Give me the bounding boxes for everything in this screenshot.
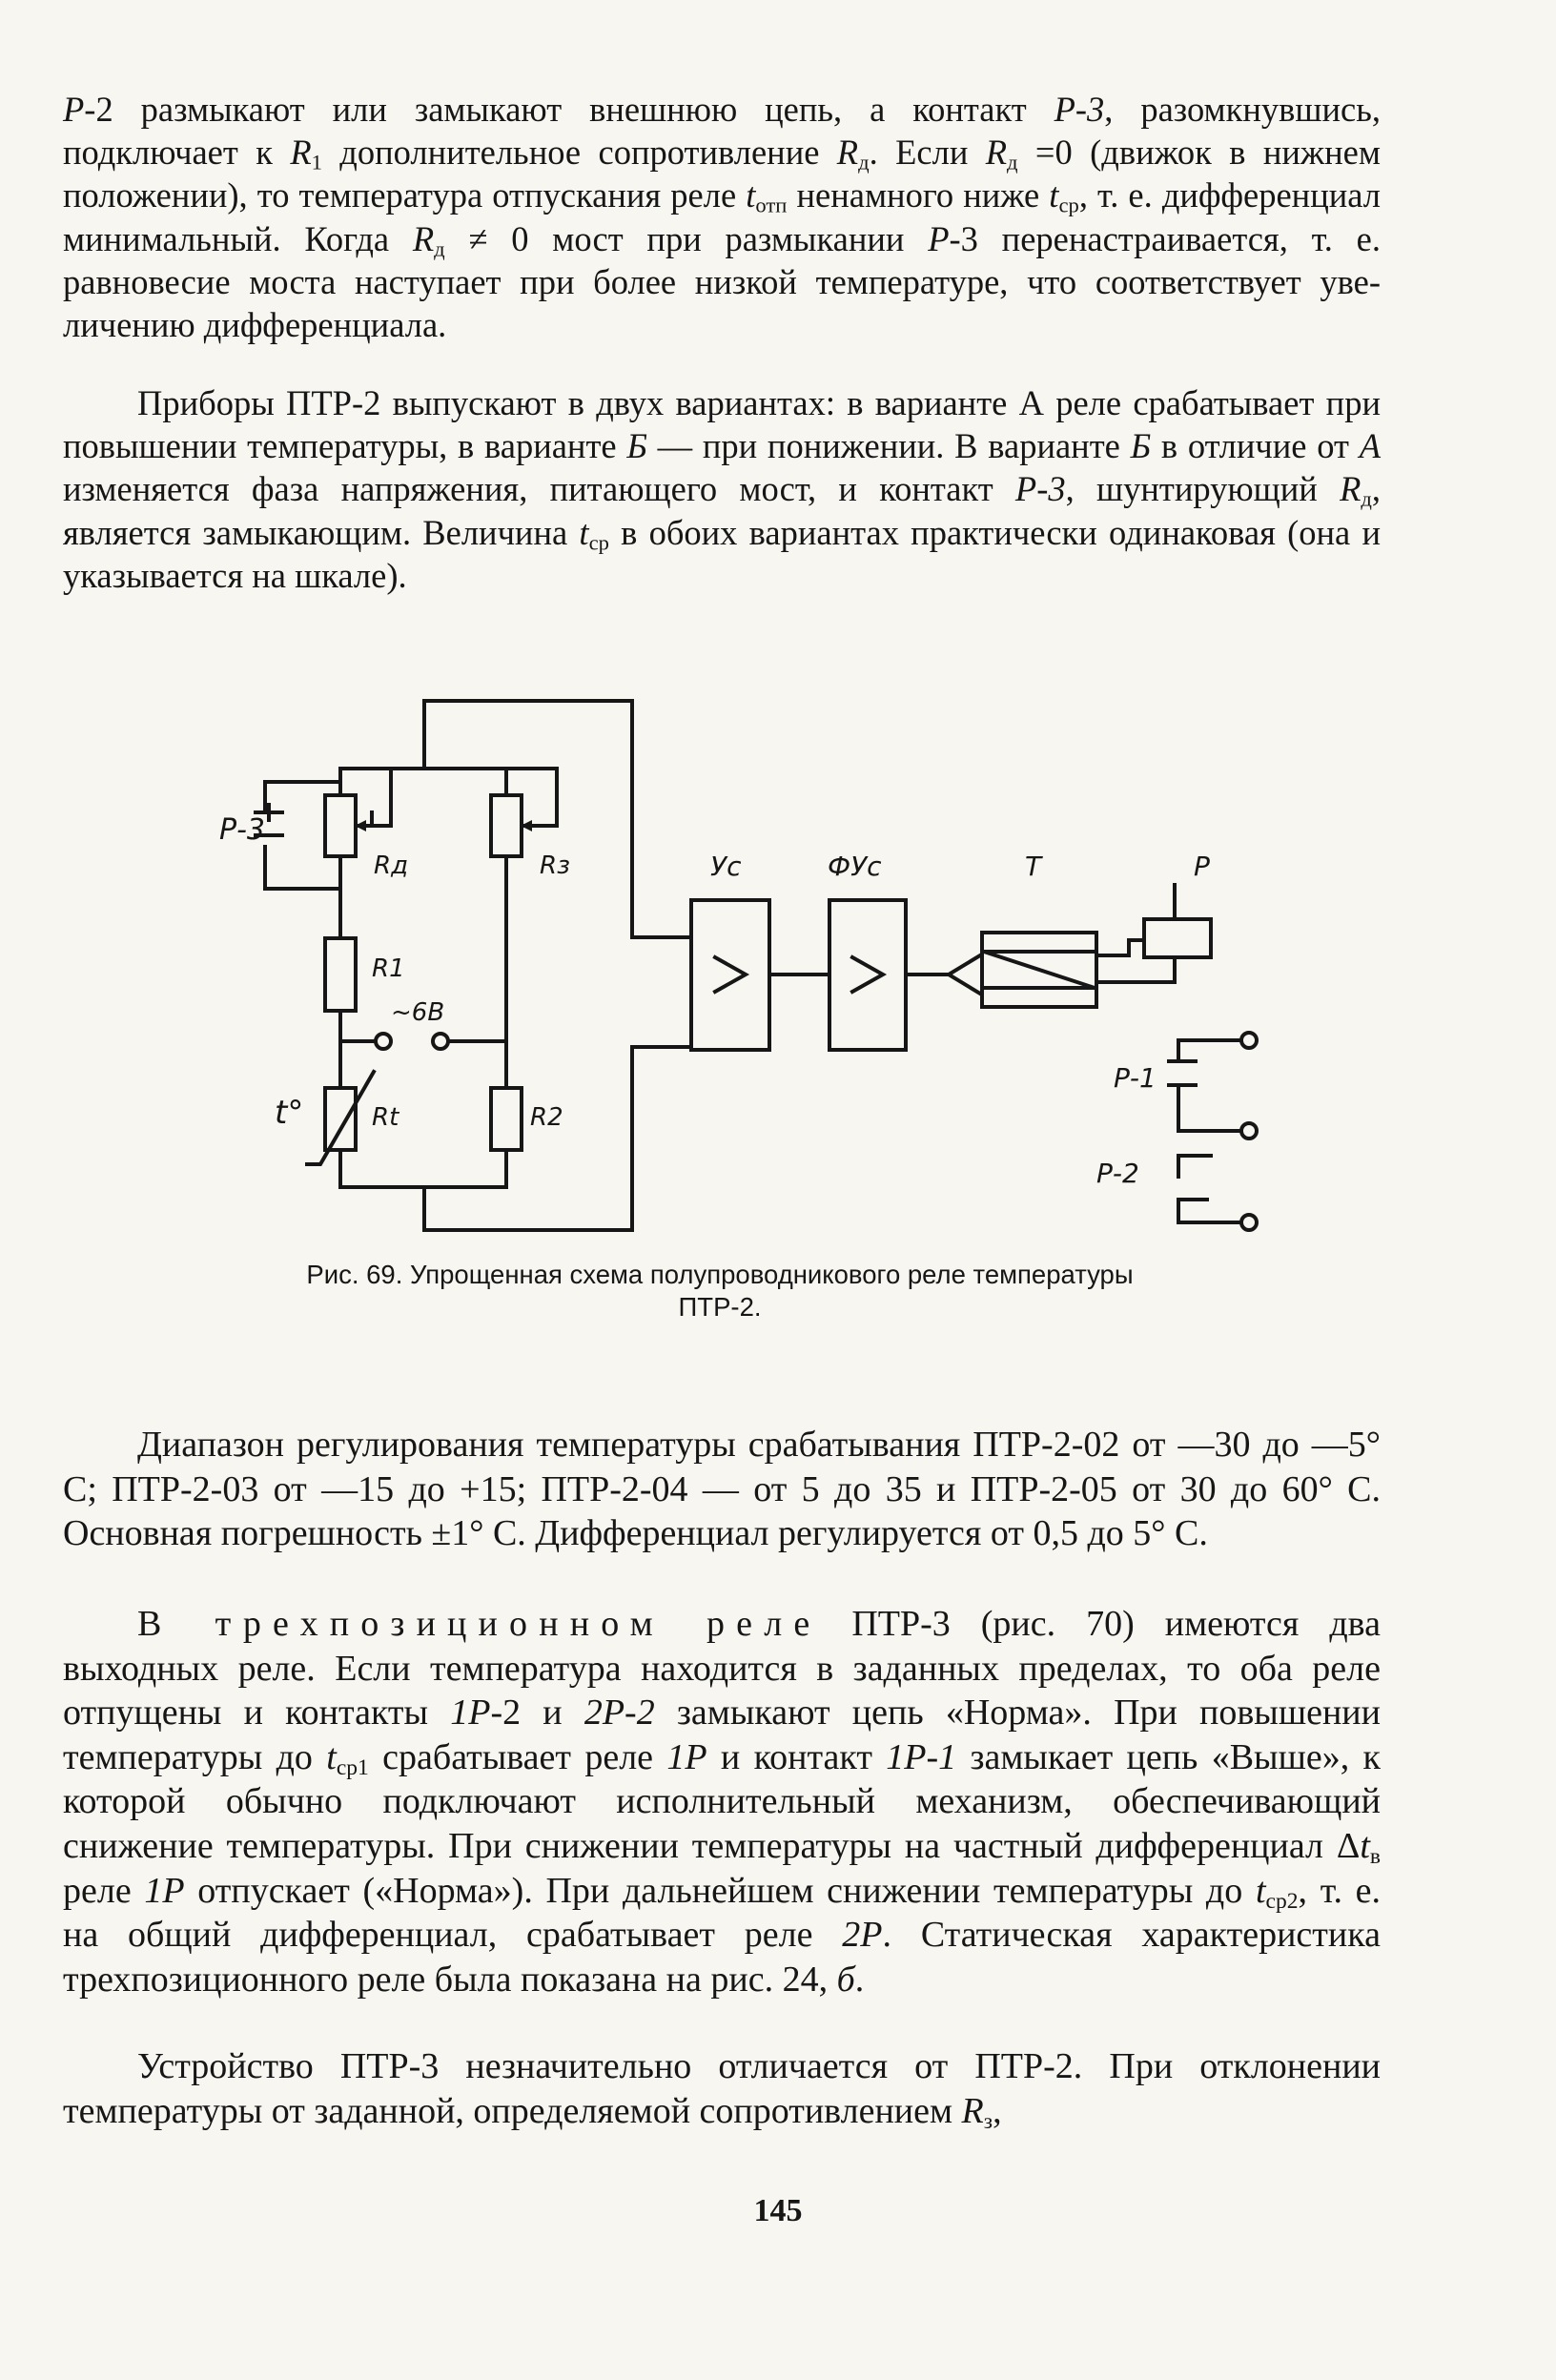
paragraph-5: Устройство ПТР-3 незначительно отличается от ПТР-2. При отклонении температуры от заданной, определяемой сопротивлением $R_з$, — [63, 2046, 1381, 2134]
label-rt: Rt — [372, 1103, 399, 1132]
phase-amplifier-block — [829, 900, 906, 1050]
amplifier-block — [691, 900, 769, 1050]
paragraph-3: Диапазон регулирования температуры срабатывания ПТР-2-02 от —30 до —5° С; ПТР-2-03 от —15 до +15; ПТР-2-04 — от 5 до 35 и ПТР-2-05 от 30 до 60° С. Основная погрешность ±1° С. Дифференциал регулируется от 0,5 до 5° С. — [63, 1425, 1381, 1554]
resistor-rz — [491, 769, 557, 856]
resistor-rd — [325, 769, 391, 856]
label-contact-p2: Р-2 — [1096, 1158, 1139, 1189]
caption-line-1: Рис. 69. Упрощенная схема полупроводникового реле температуры — [306, 1260, 1134, 1289]
label-phase-amp: ФУс — [828, 851, 882, 882]
label-contact-p1: Р-1 — [1114, 1062, 1157, 1094]
label-contact-p3: Р-3 — [219, 813, 266, 847]
label-amp: Ус — [710, 851, 742, 882]
figure-caption — [181, 1259, 1259, 1323]
bridge-wiring — [340, 701, 691, 1230]
label-supply: ~6В — [391, 998, 445, 1027]
label-relay: Р — [1194, 851, 1210, 882]
output-contacts — [1169, 1033, 1257, 1230]
label-rd: Rд — [374, 851, 409, 880]
page-number: 145 — [753, 2193, 803, 2228]
resistor-r2 — [491, 1088, 522, 1150]
paragraph-2: Приборы ПТР-2 выпускают в двух вариантах: в варианте А реле срабатывает при повышении температуры, в варианте Б — при понижении. В варианте Б в отличие от А изменяется фаза напряжения, питающего мост, и контакт Р-3, шунтирующий $R_д$, является замыкающим. Величина $t_{ср}$ в обоих вариантах практически одинаковая (она и указывается на шкале). — [63, 383, 1381, 595]
relay-coil — [1096, 885, 1211, 982]
label-rz: Rз — [540, 851, 570, 880]
label-r1: R1 — [372, 954, 405, 983]
thermistor-rt — [307, 1072, 374, 1164]
label-temp: t° — [275, 1094, 304, 1132]
paragraph-1: Р-2 размыкают или замыкают внешнюю цепь, а контакт Р-3, разомкнувшись, подключает к $R_1$ дополнительное сопротивление $R_д$. Если $R_д =0$ (движок в нижнем положении), то температура отпускания реле $t_{отп}$ ненамного ниже $t_{ср}$, т. е. дифференциал минимальный. Когда $R_д \ne 0$ мост при размыкании Р-3 перенастраивается, т. е. равновесие моста наступает при более низкой температуре, что соответствует увеличению дифференциала. — [63, 90, 1382, 345]
contact-p3 — [256, 782, 340, 889]
supply-terminals — [376, 1034, 448, 1049]
label-r2: R2 — [530, 1103, 563, 1132]
caption-line-2: ПТР-2. — [678, 1292, 762, 1322]
trigger-block — [949, 933, 1096, 1007]
resistor-r1 — [325, 938, 356, 1011]
label-trigger: Т — [1025, 851, 1042, 882]
paragraph-4: В трехпозиционном реле ПТР-3 (рис. 70) имеются два выходных реле. Если температура находится в заданных пределах, то оба реле отпущены и контакты 1Р-2 и 2Р-2 замыкают цепь «Норма». При повышении температуры до $t_{ср1}$ срабатывает реле 1Р и контакт 1Р-1 замыкает цепь «Выше», к которой обычно подключают исполнительный механизм, обеспечивающий снижение температуры. При снижении температуры на частный дифференциал $\Delta t_в$ реле 1Р отпускает («Норма»). При дальнейшем снижении температуры до $t_{ср2}$, т. е. на общий дифференциал, срабатывает реле 2Р. Статическая характеристика трехпозиционного реле была показана на рис. 24, б. — [63, 1604, 1382, 2000]
